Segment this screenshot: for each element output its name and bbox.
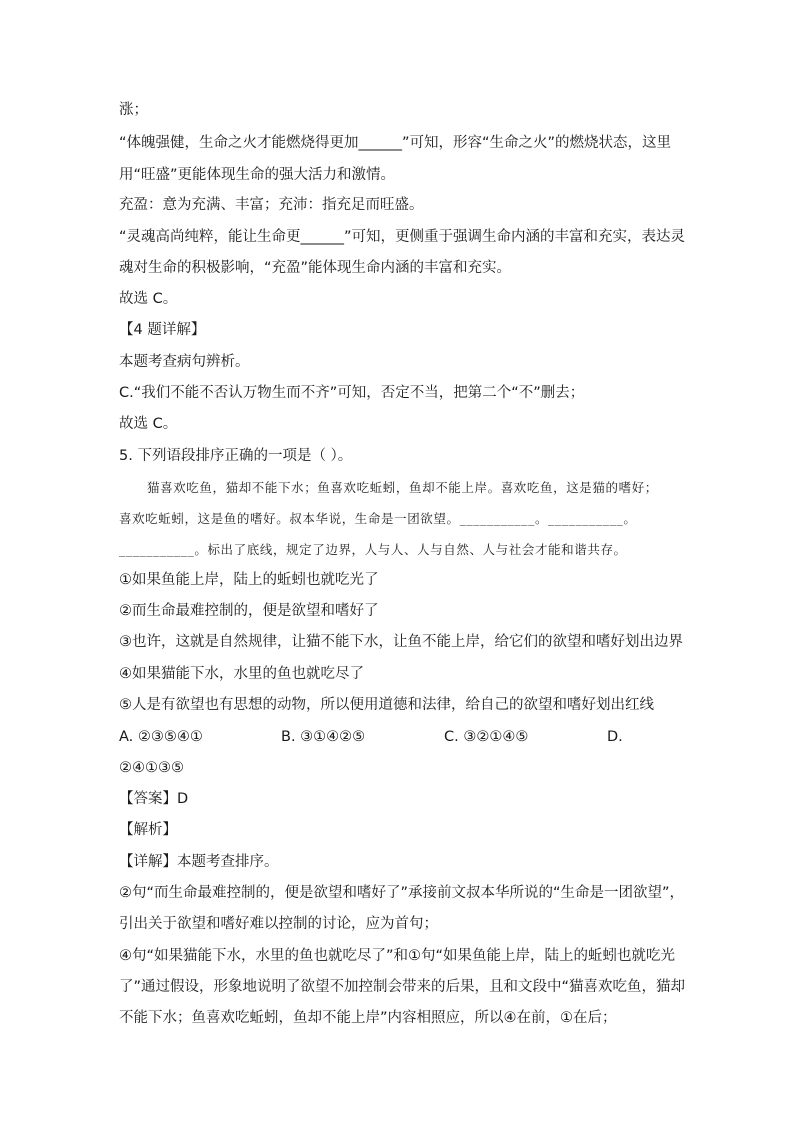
option-a: A. ②③⑤④①: [119, 729, 203, 745]
question-title: 5. 下列语段排序正确的一项是（ ）。: [119, 448, 353, 464]
text-line: C.“我们不能不否认万物生而不齐”可知，否定不当，把第二个“不”删去；: [119, 385, 585, 401]
passage-line: ___________。标出了底线，规定了边界，人与人、人与自然、人与社会才能和谐共存。: [119, 542, 627, 557]
detail-line: 【详解】本题考查排序。: [119, 854, 279, 870]
option-d-continued: ②④①③⑤: [119, 760, 184, 776]
text-line: 用“旺盛”更能体现生命的强大活力和激情。: [119, 167, 396, 183]
text-line: 故选 C。: [119, 416, 178, 432]
sentence-item: ②而生命最难控制的，便是欲望和嗜好了: [119, 603, 379, 619]
text-line: “灵魂高尚纯粹，能让生命更______”可知，更侧重于强调生命内涵的丰富和充实，表达灵: [119, 229, 686, 245]
answer-value: D: [177, 791, 189, 807]
passage-line: 猫喜欢吃鱼，猫却不能下水；鱼喜欢吃蚯蚓，鱼却不能上岸。喜欢吃鱼，这是猫的嗜好；: [147, 480, 658, 495]
text-line: 充盈：意为充满、丰富；充沛：指充足而旺盛。: [119, 197, 424, 213]
option-b: B. ③①④②⑤: [281, 729, 366, 745]
section-heading: 【4 题详解】: [119, 322, 206, 338]
passage-line: 喜欢吃蚯蚓，这是鱼的嗜好。叔本华说，生命是一团欲望。___________。___________。: [119, 511, 637, 526]
option-d: D.: [607, 729, 623, 745]
text-line: 涨；: [119, 102, 148, 118]
sentence-item: ⑤人是有欲望也有思想的动物，所以便用道德和法律，给自己的欲望和嗜好划出红线: [119, 697, 654, 713]
sentence-item: ①如果鱼能上岸，陆上的蚯蚓也就吃光了: [119, 572, 379, 588]
detail-line: ②句“而生命最难控制的，便是欲望和嗜好了”承接前文叔本华所说的“生命是一团欲望”，: [119, 885, 685, 901]
detail-line: 引出关于欲望和嗜好难以控制的讨论，应为首句；: [119, 916, 438, 932]
sentence-item: ③也许，这就是自然规律，让猫不能下水，让鱼不能上岸，给它们的欲望和嗜好划出边界: [119, 634, 683, 650]
detail-line: 了”通过假设，形象地说明了欲望不加控制会带来的后果，且和文段中“猫喜欢吃鱼，猫却: [119, 979, 686, 995]
option-c: C. ③②①④⑤: [444, 729, 529, 745]
text-line: 魂对生命的积极影响，“充盈”能体现生命内涵的丰富和充实。: [119, 260, 512, 276]
sentence-item: ④如果猫能下水，水里的鱼也就吃尽了: [119, 666, 364, 682]
detail-line: ④句“如果猫能下水，水里的鱼也就吃尽了”和①句“如果鱼能上岸，陆上的蚯蚓也就吃光: [119, 948, 676, 964]
answer-label: 【答案】: [119, 791, 177, 807]
text-line: 故选 C。: [119, 291, 178, 307]
text-line: 本题考查病句辨析。: [119, 354, 250, 370]
text-line: “体魄强健，生命之火才能燃烧得更加______”可知，形容“生命之火”的燃烧状态，这里: [119, 135, 672, 151]
detail-line: 不能下水；鱼喜欢吃蚯蚓，鱼却不能上岸”内容相照应，所以④在前，①在后；: [119, 1010, 617, 1026]
answer-line: [119, 789, 188, 809]
analysis-label: 【解析】: [119, 822, 177, 838]
